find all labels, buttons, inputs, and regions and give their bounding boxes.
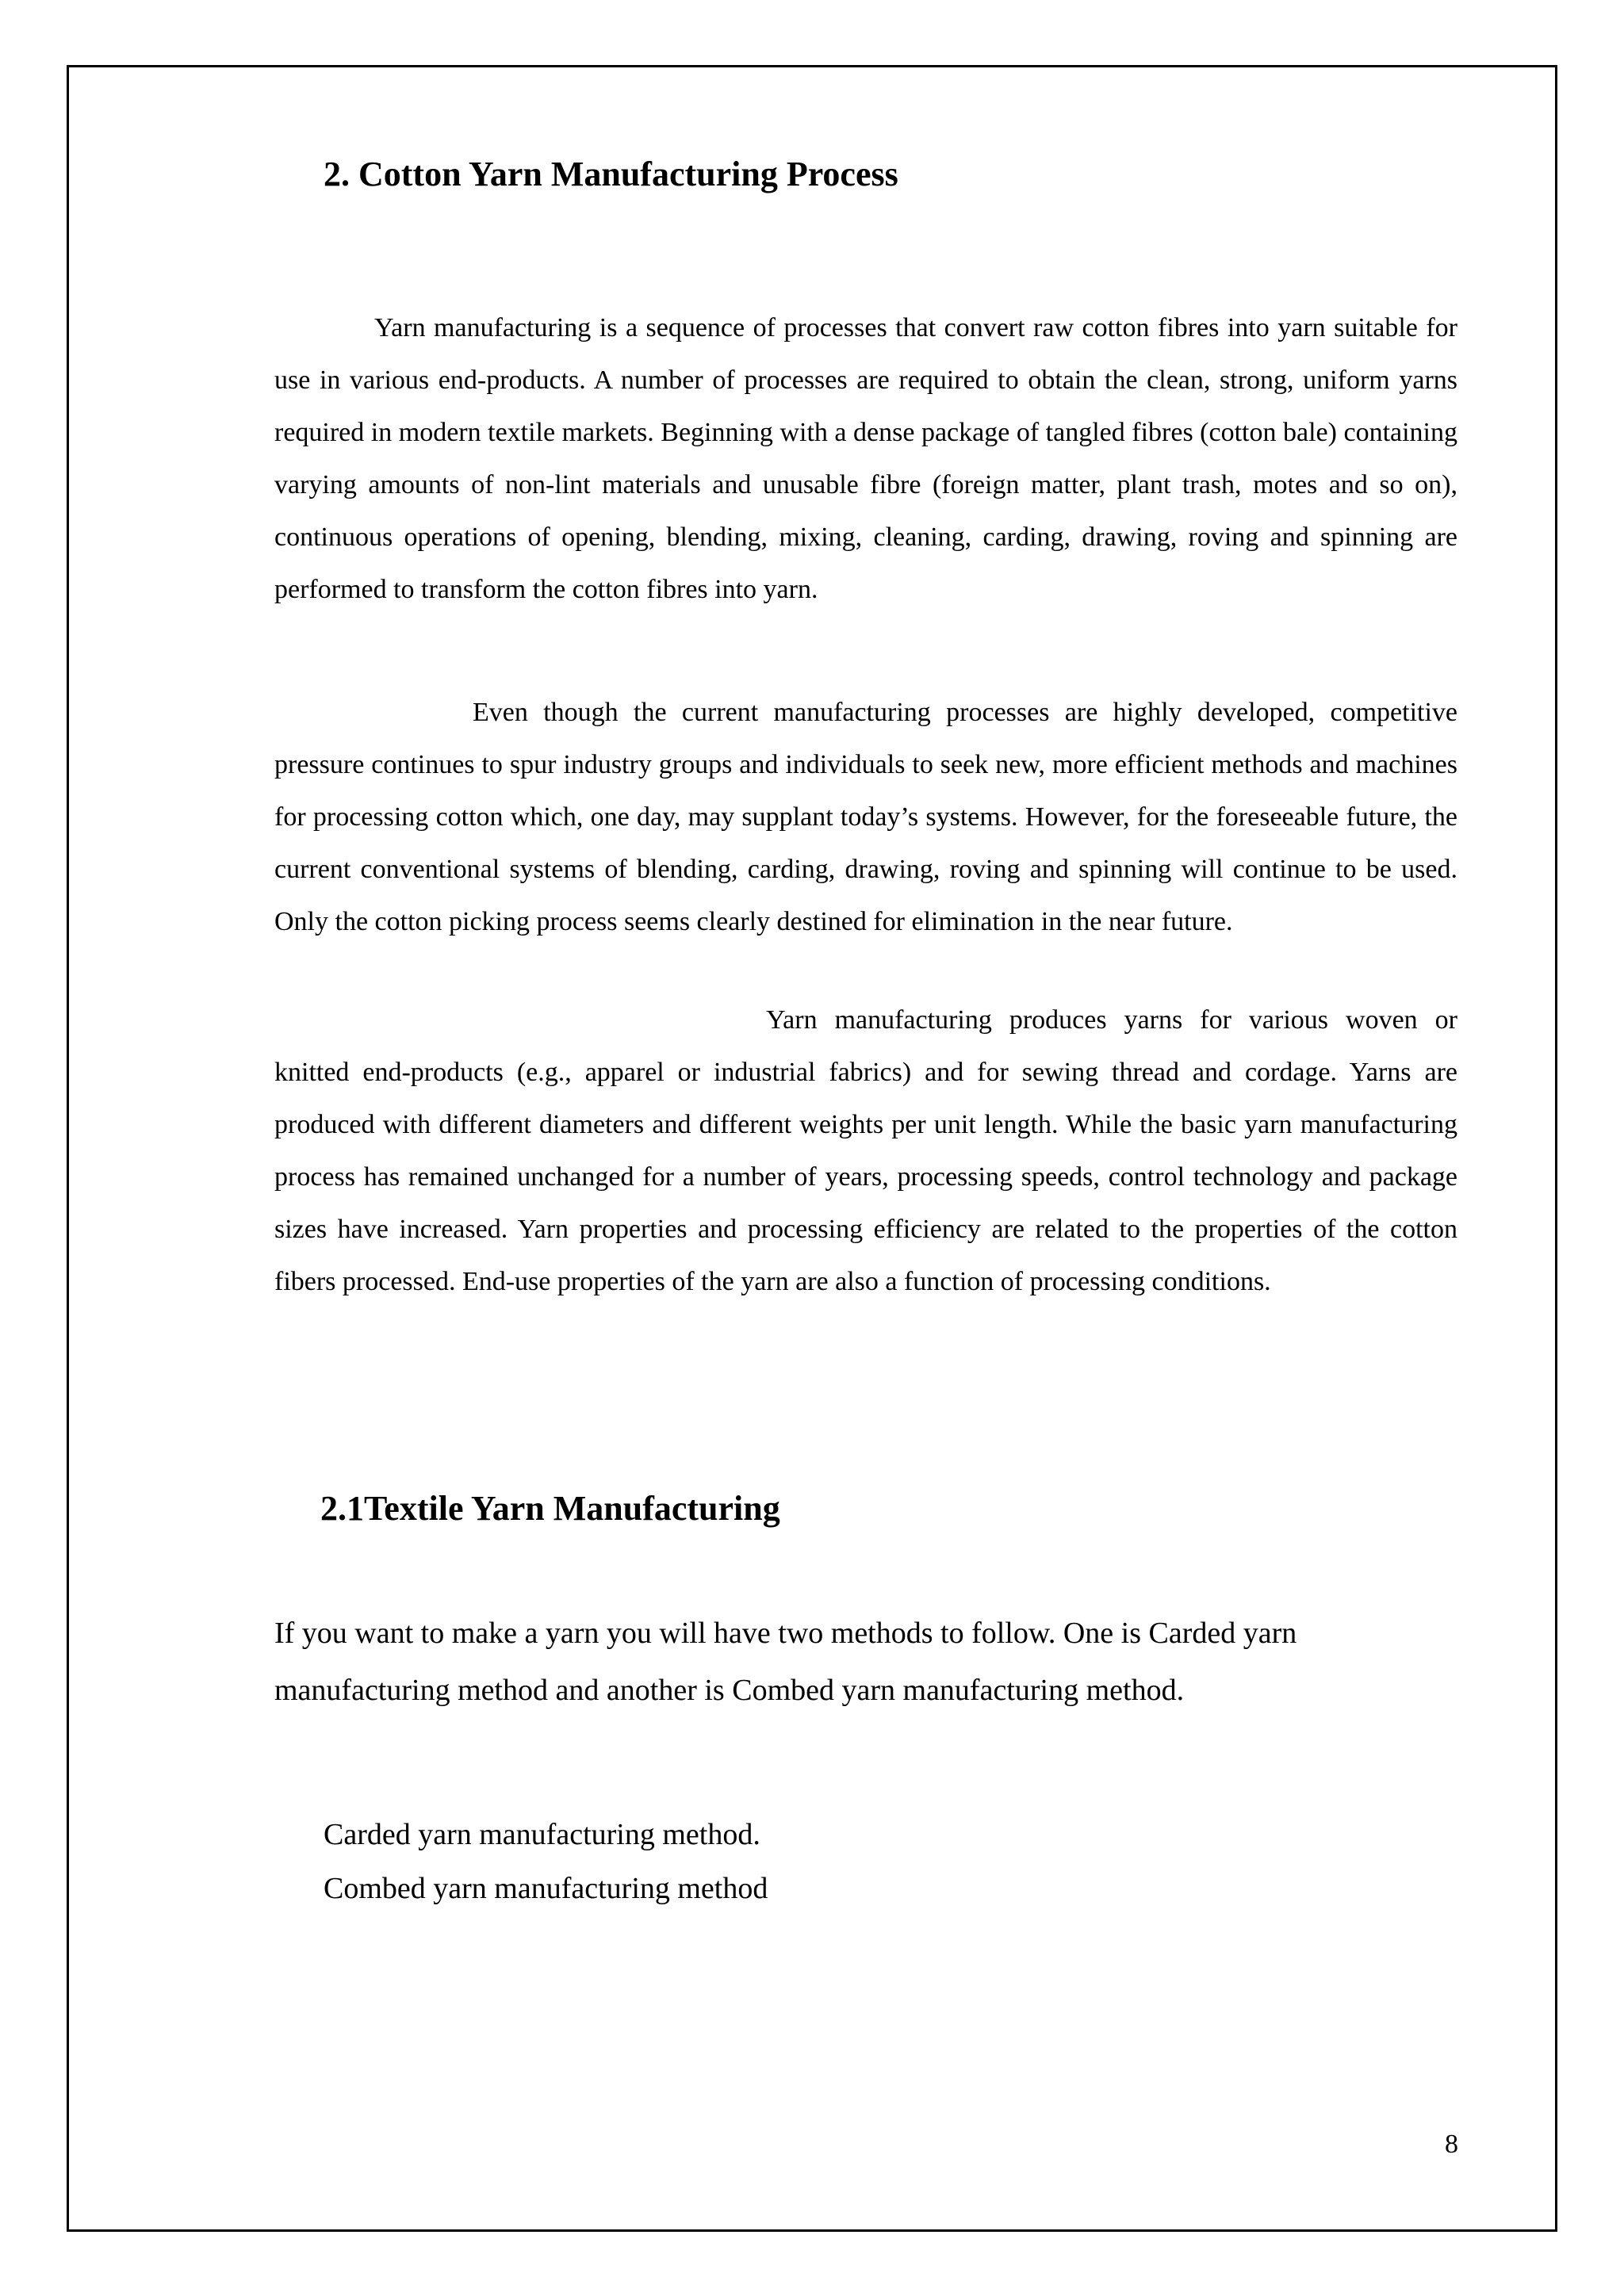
list-item: Combed yarn manufacturing method (324, 1872, 768, 1905)
section-title: 2. Cotton Yarn Manufacturing Process (324, 155, 898, 194)
page-number: 8 (1445, 2130, 1458, 2159)
paragraph-2: Even though the current manufacturing processes are highly developed, competitive pressure continues to spur industry groups and individuals to seek new, more efficient methods and machines for processing cotton which, one day, may supplant today’s systems. However, for the foreseeable future, the current conventional systems of blending, carding, drawing, roving and spinning will continue to be used. Only the cotton picking process seems clearly destined for elimination in the near future. (274, 698, 1457, 936)
paragraph-3: Yarn manufacturing produces yarns for various woven or knitted end-products (e.g., apparel or industrial fabrics) and for sewing thread and cordage. Yarns are produced with different diameters and different weights per unit length. While the basic yarn manufacturing process has remained unchanged for a number of years, processing speeds, control technology and package sizes have increased. Yarn properties and processing efficiency are related to the properties of the cotton fibers processed. End-use properties of the yarn are also a function of processing conditions. (274, 1005, 1457, 1296)
subsection-intro: If you want to make a yarn you will have two methods to follow. One is Carded yarn manufacturing method and another is Combed yarn manufacturing method. (274, 1617, 1297, 1707)
methods-list (324, 1808, 768, 1915)
subsection-title: 2.1Textile Yarn Manufacturing (320, 1488, 780, 1528)
paragraph-1: Yarn manufacturing is a sequence of processes that convert raw cotton fibres into yarn suitable for use in various end-products. A number of processes are required to obtain the clean, strong, uniform yarns required in modern textile markets. Beginning with a dense package of tangled fibres (cotton bale) containing varying amounts of non-lint materials and unusable fibre (foreign matter, plant trash, motes and so on), continuous operations of opening, blending, mixing, cleaning, carding, drawing, roving and spinning are performed to transform the cotton fibres into yarn. (274, 313, 1457, 604)
list-item: Carded yarn manufacturing method. (324, 1818, 760, 1851)
